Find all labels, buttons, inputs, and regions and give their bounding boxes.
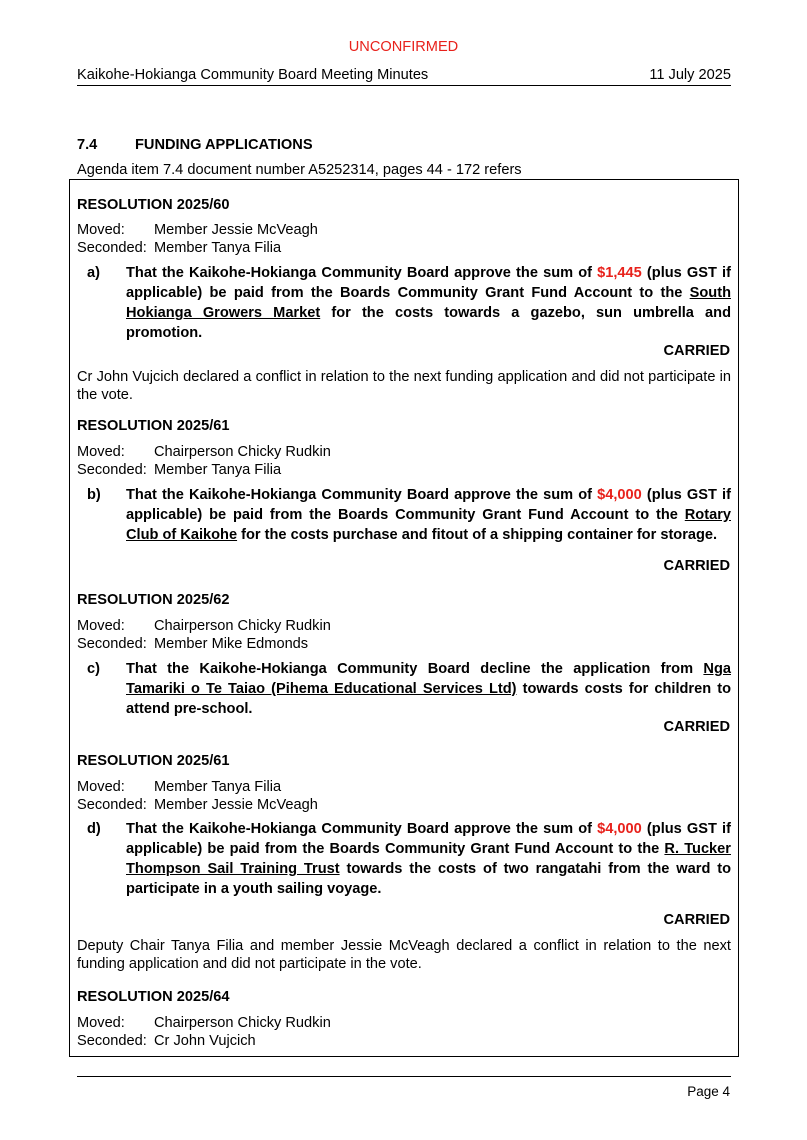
seconded-label: Seconded: bbox=[77, 240, 147, 256]
resolution-title: RESOLUTION 2025/60 bbox=[77, 197, 230, 213]
carried-label: CARRIED bbox=[663, 343, 730, 359]
section-number: 7.4 bbox=[77, 137, 98, 153]
recipient-name: R. Tucker Thompson Sail Training Trust bbox=[126, 841, 731, 877]
motion-text: That the Kaikohe-Hokianga Community Board approve the sum of $4,000 (plus GST if applicable) be paid from the Boards Community Grant Fund Account to the Rotary Club of Kaikohe for the costs purchase and fitout of a shipping container for storage. bbox=[126, 487, 731, 543]
resolution-title: RESOLUTION 2025/61 bbox=[77, 418, 230, 434]
resolution-title: RESOLUTION 2025/61 bbox=[77, 753, 230, 769]
seconded-by: Member Jessie McVeagh bbox=[154, 797, 318, 813]
motion bbox=[87, 263, 731, 343]
moved-label: Moved: bbox=[77, 222, 125, 238]
grant-amount: $1,445 bbox=[597, 265, 642, 281]
resolution-title: RESOLUTION 2025/62 bbox=[77, 592, 230, 608]
section-title: FUNDING APPLICATIONS bbox=[135, 137, 313, 153]
mover-block bbox=[77, 617, 331, 653]
carried-label: CARRIED bbox=[663, 558, 730, 574]
page-header bbox=[77, 66, 731, 85]
moved-label: Moved: bbox=[77, 779, 125, 795]
seconded-label: Seconded: bbox=[77, 636, 147, 652]
motion-letter: d) bbox=[87, 821, 101, 837]
mover-block bbox=[77, 221, 318, 257]
seconded-label: Seconded: bbox=[77, 1033, 147, 1049]
mover-block bbox=[77, 443, 331, 479]
seconded-by: Member Tanya Filia bbox=[154, 240, 282, 256]
recipient-name: Rotary Club of Kaikohe bbox=[126, 507, 731, 543]
moved-label: Moved: bbox=[77, 618, 125, 634]
moved-by: Chairperson Chicky Rudkin bbox=[154, 1015, 331, 1031]
grant-amount: $4,000 bbox=[597, 821, 642, 837]
seconded-by: Member Mike Edmonds bbox=[154, 636, 309, 652]
motion-letter: b) bbox=[87, 487, 101, 503]
conflict-note: Deputy Chair Tanya Filia and member Jessie McVeagh declared a conflict in relation to the next funding application and did not participate in the vote. bbox=[77, 938, 731, 972]
header-divider bbox=[77, 85, 731, 86]
seconded-label: Seconded: bbox=[77, 462, 147, 478]
seconded-by: Cr John Vujcich bbox=[154, 1033, 256, 1049]
motion bbox=[87, 819, 731, 899]
mover-block bbox=[77, 778, 318, 814]
moved-by: Member Jessie McVeagh bbox=[154, 222, 318, 238]
conflict-note: Cr John Vujcich declared a conflict in relation to the next funding application and did not participate in the vote. bbox=[77, 369, 731, 403]
motion-letter: a) bbox=[87, 265, 100, 281]
footer-divider bbox=[77, 1076, 731, 1077]
moved-by: Member Tanya Filia bbox=[154, 779, 282, 795]
mover-block bbox=[77, 1014, 331, 1050]
grant-amount: $4,000 bbox=[597, 487, 642, 503]
motion bbox=[87, 659, 731, 719]
seconded-label: Seconded: bbox=[77, 797, 147, 813]
document-title: Kaikohe-Hokianga Community Board Meeting Minutes bbox=[77, 67, 429, 83]
recipient-name: Nga Tamariki o Te Taiao (Pihema Educational Services Ltd) bbox=[126, 661, 731, 697]
recipient-name: South Hokianga Growers Market bbox=[126, 285, 731, 321]
moved-by: Chairperson Chicky Rudkin bbox=[154, 444, 331, 460]
motion-letter: c) bbox=[87, 661, 100, 677]
moved-label: Moved: bbox=[77, 1015, 125, 1031]
carried-label: CARRIED bbox=[663, 912, 730, 928]
page-number: Page 4 bbox=[687, 1084, 730, 1099]
seconded-by: Member Tanya Filia bbox=[154, 462, 282, 478]
agenda-reference: Agenda item 7.4 document number A5252314, pages 44 - 172 refers bbox=[77, 162, 522, 178]
motion-text: That the Kaikohe-Hokianga Community Board approve the sum of $4,000 (plus GST if applicable) be paid from the Boards Community Grant Fund Account to the R. Tucker Thompson Sail Training Trust towards the costs of two rangatahi from the ward to participate in a youth sailing voyage. bbox=[126, 821, 731, 897]
resolution-title: RESOLUTION 2025/64 bbox=[77, 989, 230, 1005]
motion-text: That the Kaikohe-Hokianga Community Board decline the application from Nga Tamariki o Te Taiao (Pihema Educational Services Ltd) towards costs for children to attend pre-school. bbox=[126, 661, 731, 717]
meeting-date: 11 July 2025 bbox=[649, 67, 731, 83]
motion bbox=[87, 485, 731, 545]
unconfirmed-watermark: UNCONFIRMED bbox=[348, 39, 459, 55]
carried-label: CARRIED bbox=[663, 719, 730, 735]
moved-by: Chairperson Chicky Rudkin bbox=[154, 618, 331, 634]
section-heading bbox=[77, 136, 313, 155]
motion-text: That the Kaikohe-Hokianga Community Board approve the sum of $1,445 (plus GST if applicable) be paid from the Boards Community Grant Fund Account to the South Hokianga Growers Market for the costs towards a gazebo, sun umbrella and promotion. bbox=[126, 265, 731, 341]
moved-label: Moved: bbox=[77, 444, 125, 460]
